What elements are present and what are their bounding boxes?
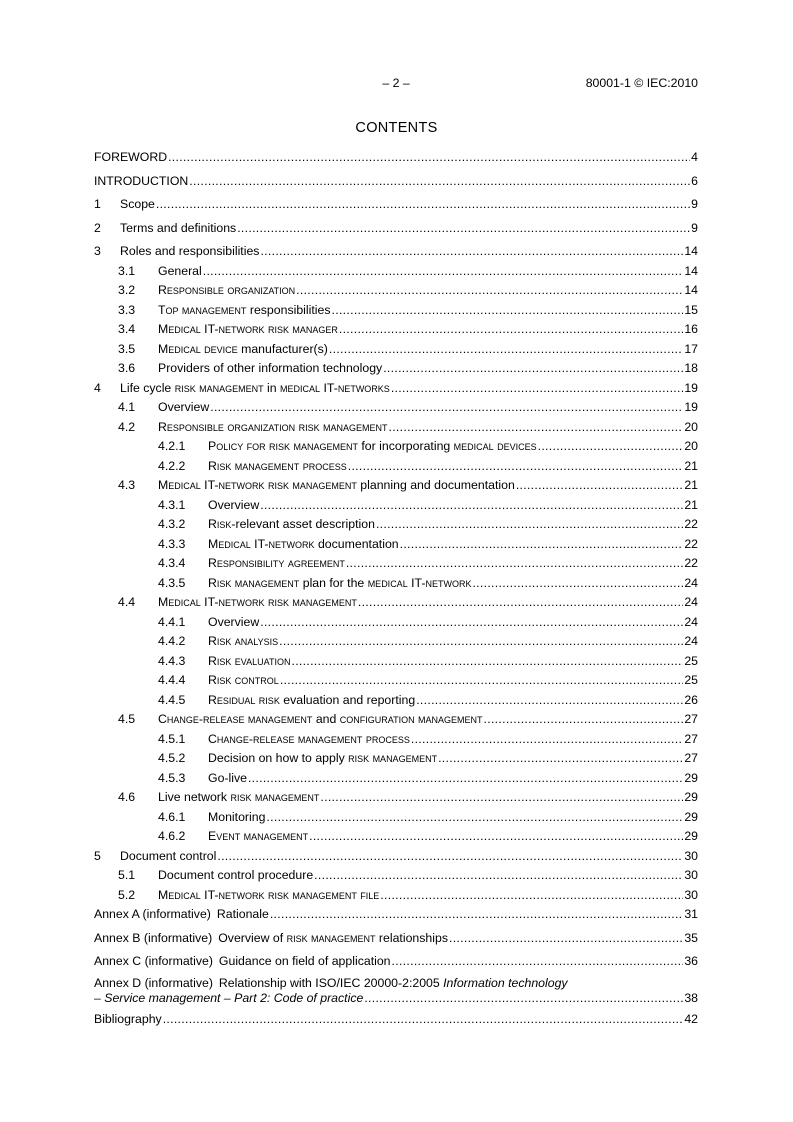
toc-entry-foreword[interactable]: FOREWORD ..... 4: [94, 148, 698, 168]
toc-entry-4-4-2[interactable]: 4.4.2 Risk analysis ..... 24: [94, 632, 698, 652]
toc-entry-annex-c[interactable]: Annex C (informative) Guidance on field of application ..... 36: [94, 952, 698, 972]
toc-entry-1[interactable]: 1 Scope ..... 9: [94, 195, 698, 215]
toc-entry-4-4[interactable]: 4.4 Medical IT-network risk management ..... 24: [94, 593, 698, 613]
toc-entry-4-1[interactable]: 4.1 Overview ..... 19: [94, 398, 698, 418]
toc-entry-4-2[interactable]: 4.2 Responsible organization risk management ..... 20: [94, 418, 698, 438]
toc-entry-4[interactable]: 4 Life cycle risk management in medical IT-networks ..... 19: [94, 379, 698, 399]
toc-entry-4-4-4[interactable]: 4.4.4 Risk control ..... 25: [94, 671, 698, 691]
toc-entry-3-4[interactable]: 3.4 Medical IT-network risk manager ..... 16: [94, 320, 698, 340]
toc-entry-bibliography[interactable]: Bibliography ..... 42: [94, 1010, 698, 1030]
page-header: [94, 76, 698, 92]
toc-entry-introduction[interactable]: INTRODUCTION ..... 6: [94, 172, 698, 192]
toc-entry-4-3-5[interactable]: 4.3.5 Risk management plan for the medical IT-network ..... 24: [94, 574, 698, 594]
toc-entry-3-1[interactable]: 3.1 General ..... 14: [94, 262, 698, 282]
toc-entry-5-1[interactable]: 5.1 Document control procedure ..... 30: [94, 866, 698, 886]
toc-entry-4-4-5[interactable]: 4.4.5 Residual risk evaluation and reporting ..... 26: [94, 691, 698, 711]
table-of-contents: [94, 148, 698, 1029]
toc-entry-3-6[interactable]: 3.6 Providers of other information technology ..... 18: [94, 359, 698, 379]
toc-entry-annex-b[interactable]: Annex B (informative) Overview of risk management relationships ..... 35: [94, 929, 698, 949]
toc-entry-annex-d[interactable]: Annex D (informative) Relationship with ISO/IEC 20000-2:2005 Information technology – Service management – Part 2: Code of practice ..... 38: [94, 976, 698, 1006]
toc-entry-3-3[interactable]: 3.3 Top management responsibilities ..... 15: [94, 301, 698, 321]
toc-entry-4-2-2[interactable]: 4.2.2 Risk management process ..... 21: [94, 457, 698, 477]
toc-entry-4-6[interactable]: 4.6 Live network risk management ..... 29: [94, 788, 698, 808]
toc-entry-4-5[interactable]: 4.5 Change-release management and configuration management ..... 27: [94, 710, 698, 730]
toc-entry-4-5-3[interactable]: 4.5.3 Go-live ..... 29: [94, 769, 698, 789]
toc-entry-4-2-1[interactable]: 4.2.1 Policy for risk management for incorporating medical devices ..... 20: [94, 437, 698, 457]
toc-entry-5-2[interactable]: 5.2 Medical IT-network risk management file ..... 30: [94, 886, 698, 906]
toc-entry-4-3-3[interactable]: 4.3.3 Medical IT-network documentation ..... 22: [94, 535, 698, 555]
toc-entry-4-3-1[interactable]: 4.3.1 Overview ..... 21: [94, 496, 698, 516]
toc-entry-4-3-2[interactable]: 4.3.2 Risk-relevant asset description ..... 22: [94, 515, 698, 535]
toc-entry-5[interactable]: 5 Document control ..... 30: [94, 847, 698, 867]
toc-entry-4-4-1[interactable]: 4.4.1 Overview ..... 24: [94, 613, 698, 633]
toc-entry-annex-a[interactable]: Annex A (informative) Rationale ..... 31: [94, 905, 698, 925]
contents-title: CONTENTS: [355, 120, 438, 136]
toc-entry-2[interactable]: 2 Terms and definitions ..... 9: [94, 219, 698, 239]
toc-entry-4-4-3[interactable]: 4.4.3 Risk evaluation ..... 25: [94, 652, 698, 672]
toc-entry-4-5-2[interactable]: 4.5.2 Decision on how to apply risk management ..... 27: [94, 749, 698, 769]
toc-entry-4-6-2[interactable]: 4.6.2 Event management ..... 29: [94, 827, 698, 847]
toc-entry-4-5-1[interactable]: 4.5.1 Change-release management process ..... 27: [94, 730, 698, 750]
page-number: – 2 –: [382, 76, 410, 90]
toc-entry-3-5[interactable]: 3.5 Medical device manufacturer(s) ..... 17: [94, 340, 698, 360]
toc-entry-4-3-4[interactable]: 4.3.4 Responsibility agreement ..... 22: [94, 554, 698, 574]
toc-entry-4-6-1[interactable]: 4.6.1 Monitoring ..... 29: [94, 808, 698, 828]
toc-entry-3-2[interactable]: 3.2 Responsible organization ..... 14: [94, 281, 698, 301]
document-reference: 80001-1 © IEC:2010: [585, 76, 698, 90]
toc-entry-3[interactable]: 3 Roles and responsibilities ..... 14: [94, 242, 698, 262]
toc-entry-4-3[interactable]: 4.3 Medical IT-network risk management planning and documentation ..... 21: [94, 476, 698, 496]
